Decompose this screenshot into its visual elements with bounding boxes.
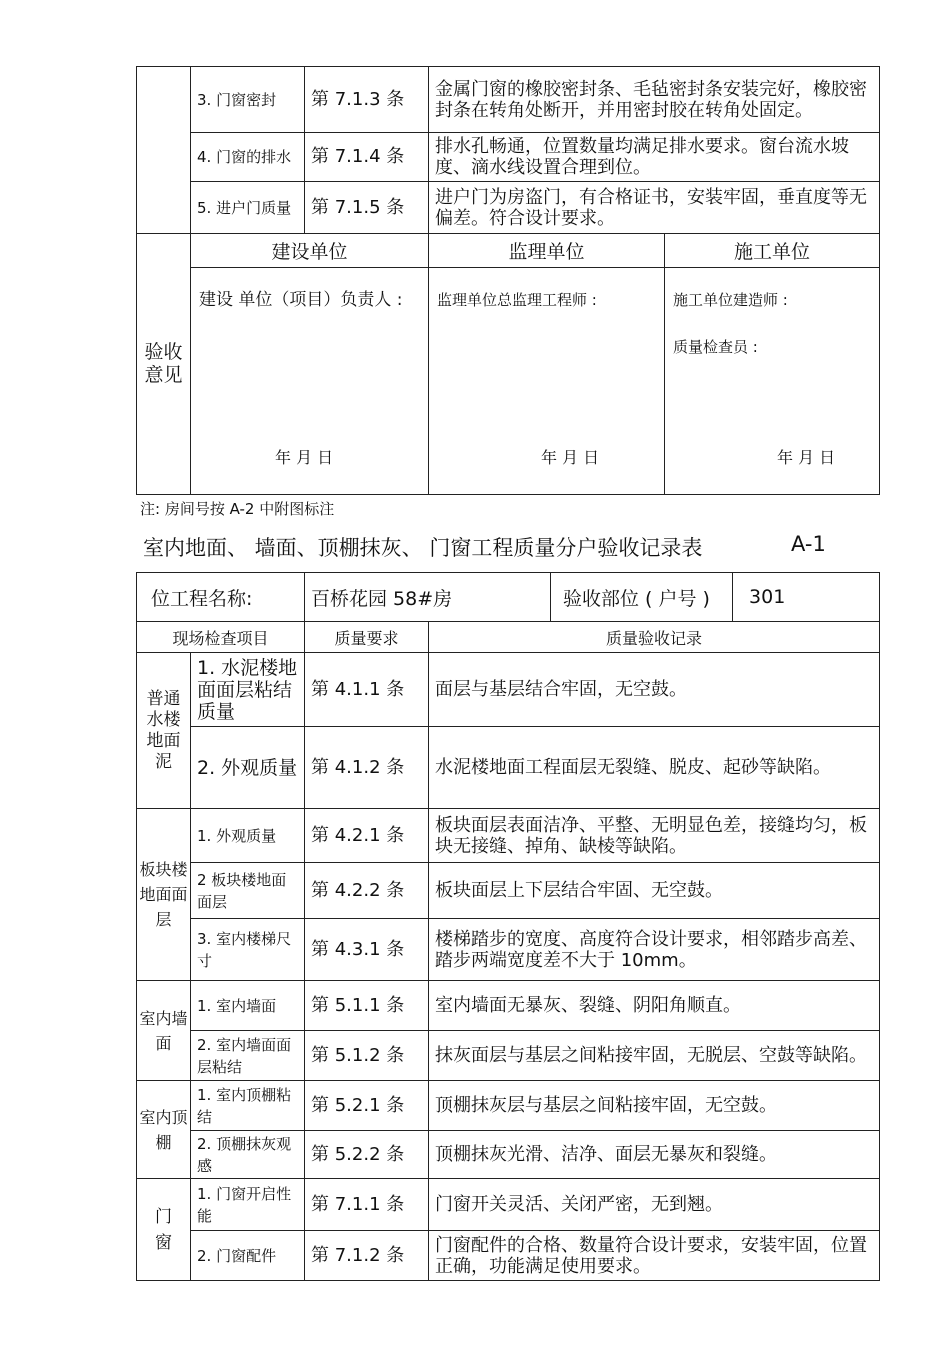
table-row: [137, 1081, 880, 1131]
record-cell: 抹灰面层与基层之间粘接牢固，无脱层、空鼓等缺陷。: [429, 1031, 880, 1081]
table-row: [137, 727, 880, 809]
supervision-unit-header: 监理单位: [429, 234, 665, 268]
item-cell: 2. 外观质量: [191, 727, 305, 809]
title-text: 室内地面、 墙面、顶棚抹灰、 门窗工程质量分户验收记录表: [143, 536, 703, 560]
requirement-cell: 第 4.2.1 条: [305, 809, 429, 863]
supervision-signature-cell: [429, 268, 665, 495]
requirement-cell: 第 5.2.2 条: [305, 1131, 429, 1179]
record-cell: 面层与基层结合牢固，无空鼓。: [429, 653, 880, 727]
requirement-cell: 第 7.1.2 条: [305, 1231, 429, 1281]
page-title: [143, 532, 826, 562]
item-cell: 3. 门窗密封: [191, 67, 305, 133]
requirement-cell: 第 5.2.1 条: [305, 1081, 429, 1131]
group-cell: [137, 67, 191, 234]
table-row: [137, 67, 880, 133]
requirement-cell: 第 4.1.1 条: [305, 653, 429, 727]
table-row: [137, 981, 880, 1031]
group-label: 室内墙面: [137, 981, 191, 1081]
item-cell: 3. 室内楼梯尺寸: [191, 919, 305, 981]
inspection-part-label: 验收部位 ( 户号 ): [551, 573, 733, 622]
table-row: [137, 863, 880, 919]
requirement-cell: 第 5.1.1 条: [305, 981, 429, 1031]
item-cell: 2 板块楼地面面层: [191, 863, 305, 919]
quality-inspector-label: 质量检查员 :: [673, 338, 758, 356]
form-code: A-1: [791, 532, 826, 556]
item-cell: 2. 门窗配件: [191, 1231, 305, 1281]
table-row: [137, 919, 880, 981]
record-cell: 门窗配件的合格、数量符合设计要求，安装牢固，位置正确，功能满足使用要求。: [429, 1231, 880, 1281]
item-cell: 1. 水泥楼地面面层粘结质量: [191, 653, 305, 727]
table-row: [137, 1231, 880, 1281]
requirement-cell: 第 4.1.2 条: [305, 727, 429, 809]
requirement-cell: 第 7.1.4 条: [305, 133, 429, 182]
requirement-cell: 第 7.1.5 条: [305, 182, 429, 234]
record-cell: 顶棚抹灰层与基层之间粘接牢固，无空鼓。: [429, 1081, 880, 1131]
supervision-date: 年 月 日: [541, 448, 600, 467]
group-label: 门窗: [137, 1179, 191, 1281]
record-cell: 顶棚抹灰光滑、洁净、面层无暴灰和裂缝。: [429, 1131, 880, 1179]
contractor-unit-header: 施工单位: [665, 234, 880, 268]
item-cell: 1. 室内顶棚粘结: [191, 1081, 305, 1131]
acceptance-record-table: [136, 572, 880, 1281]
construction-date: 年 月 日: [275, 448, 334, 467]
construction-signature-cell: [191, 268, 429, 495]
group-label: 板块楼地面面层: [137, 809, 191, 981]
table-row: [137, 653, 880, 727]
item-cell: 2. 顶棚抹灰观感: [191, 1131, 305, 1179]
construction-signature-label: 建设 单位（项目）负责人 :: [199, 290, 403, 310]
table-row: [137, 809, 880, 863]
record-cell: 金属门窗的橡胶密封条、毛毡密封条安装完好，橡胶密封条在转角处断开，并用密封胶在转角处固定。: [429, 67, 880, 133]
top-inspection-table: [136, 66, 880, 495]
col-header-requirement: 质量要求: [305, 622, 429, 653]
col-header-record: 质量验收记录: [429, 622, 880, 653]
item-cell: 2. 室内墙面面层粘结: [191, 1031, 305, 1081]
opinion-label: 验收意见: [137, 234, 191, 495]
project-name-value: 百桥花园 58#房: [305, 573, 551, 622]
requirement-cell: 第 7.1.3 条: [305, 67, 429, 133]
table-row: [137, 1131, 880, 1179]
record-cell: 楼梯踏步的宽度、高度符合设计要求，相邻踏步高差、踏步两端宽度差不大于 10mm。: [429, 919, 880, 981]
record-cell: 板块面层上下层结合牢固、无空鼓。: [429, 863, 880, 919]
col-header-item: 现场检查项目: [137, 622, 305, 653]
table-row: [137, 133, 880, 182]
item-cell: 1. 室内墙面: [191, 981, 305, 1031]
record-cell: 进户门为房盗门，有合格证书，安装牢固，垂直度等无偏差。符合设计要求。: [429, 182, 880, 234]
requirement-cell: 第 4.3.1 条: [305, 919, 429, 981]
table-row: [137, 182, 880, 234]
record-cell: 门窗开关灵活、关闭严密，无到翘。: [429, 1179, 880, 1231]
contractor-signature-cell: [665, 268, 880, 495]
item-cell: 5. 进户门质量: [191, 182, 305, 234]
item-cell: 4. 门窗的排水: [191, 133, 305, 182]
party-header-row: [137, 234, 880, 268]
record-cell: 水泥楼地面工程面层无裂缝、脱皮、起砂等缺陷。: [429, 727, 880, 809]
record-cell: 排水孔畅通，位置数量均满足排水要求。窗台流水坡度、滴水线设置合理到位。: [429, 133, 880, 182]
table-row: [137, 1031, 880, 1081]
contractor-date: 年 月 日: [777, 448, 836, 467]
supervision-signature-label: 监理单位总监理工程师 :: [437, 291, 597, 309]
group-label: 室内顶棚: [137, 1081, 191, 1179]
construction-unit-header: 建设单位: [191, 234, 429, 268]
contractor-signature-label: 施工单位建造师 :: [673, 291, 788, 309]
project-info-row: [137, 573, 880, 622]
column-header-row: [137, 622, 880, 653]
project-name-label: 位工程名称:: [137, 573, 305, 622]
requirement-cell: 第 4.2.2 条: [305, 863, 429, 919]
table-row: [137, 1179, 880, 1231]
footnote: 注: 房间号按 A-2 中附图标注: [140, 500, 335, 518]
requirement-cell: 第 7.1.1 条: [305, 1179, 429, 1231]
item-cell: 1. 门窗开启性能: [191, 1179, 305, 1231]
record-cell: 板块面层表面洁净、平整、无明显色差，接缝均匀，板块无接缝、掉角、缺棱等缺陷。: [429, 809, 880, 863]
group-label: 普通水楼地面泥: [137, 653, 191, 809]
requirement-cell: 第 5.1.2 条: [305, 1031, 429, 1081]
record-cell: 室内墙面无暴灰、裂缝、阴阳角顺直。: [429, 981, 880, 1031]
inspection-part-value: 301: [733, 573, 880, 622]
item-cell: 1. 外观质量: [191, 809, 305, 863]
signature-row: [137, 268, 880, 495]
